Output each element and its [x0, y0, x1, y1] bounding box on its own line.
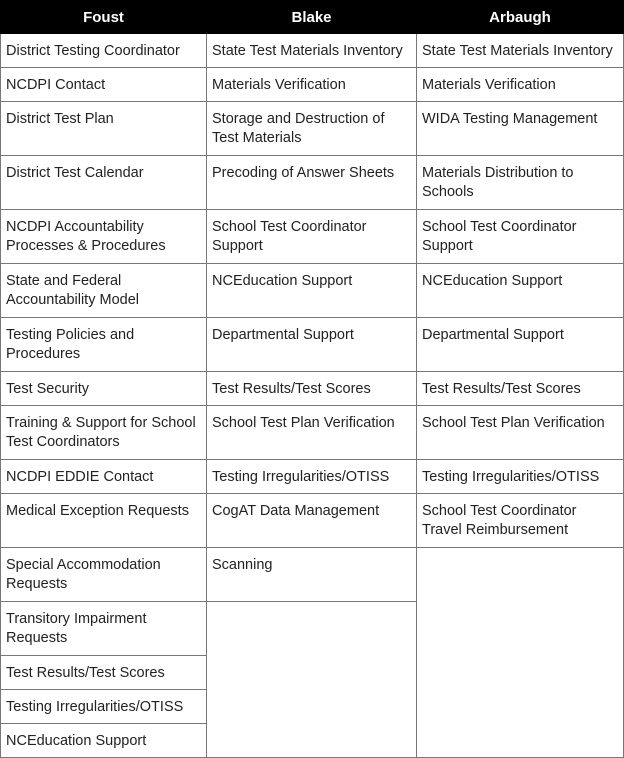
table-cell: Departmental Support — [417, 318, 624, 372]
table-cell: CogAT Data Management — [207, 494, 417, 548]
table-cell: Training & Support for School Test Coordinators — [1, 406, 207, 460]
table-cell: School Test Coordinator Travel Reimbursement — [417, 494, 624, 548]
table-row — [1, 548, 624, 602]
table-cell: NCEducation Support — [417, 264, 624, 318]
table-row — [1, 460, 624, 494]
table-cell: Materials Verification — [207, 68, 417, 102]
table-cell: Materials Verification — [417, 68, 624, 102]
table-cell: State Test Materials Inventory — [417, 34, 624, 68]
table-row — [1, 34, 624, 68]
table-cell: Test Security — [1, 372, 207, 406]
table-cell: NCEducation Support — [207, 264, 417, 318]
table-cell: Test Results/Test Scores — [207, 372, 417, 406]
table-row — [1, 318, 624, 372]
table-row — [1, 156, 624, 210]
table-cell: Transitory Impairment Requests — [1, 602, 207, 656]
table-cell: State and Federal Accountability Model — [1, 264, 207, 318]
table-cell: School Test Coordinator Support — [207, 210, 417, 264]
table-cell: NCDPI Accountability Processes & Procedures — [1, 210, 207, 264]
table-cell: Testing Irregularities/OTISS — [417, 460, 624, 494]
table-cell: NCDPI EDDIE Contact — [1, 460, 207, 494]
table-row — [1, 210, 624, 264]
header-foust: Foust — [1, 1, 207, 34]
table-row — [1, 68, 624, 102]
table-cell: District Test Plan — [1, 102, 207, 156]
table-cell: Special Accommodation Requests — [1, 548, 207, 602]
table-cell: School Test Plan Verification — [417, 406, 624, 460]
table-row — [1, 264, 624, 318]
header-row — [1, 1, 624, 34]
empty-cell — [417, 548, 624, 758]
table-row — [1, 102, 624, 156]
table-body — [1, 34, 624, 758]
table-cell: Scanning — [207, 548, 417, 602]
table-cell: NCDPI Contact — [1, 68, 207, 102]
table-cell: School Test Plan Verification — [207, 406, 417, 460]
table-cell: Materials Distribution to Schools — [417, 156, 624, 210]
table-cell: Test Results/Test Scores — [417, 372, 624, 406]
table-cell: Storage and Destruction of Test Materials — [207, 102, 417, 156]
table-cell: Departmental Support — [207, 318, 417, 372]
header-blake: Blake — [207, 1, 417, 34]
table-row — [1, 372, 624, 406]
table-row — [1, 494, 624, 548]
table-cell: Testing Irregularities/OTISS — [207, 460, 417, 494]
table-cell: Testing Policies and Procedures — [1, 318, 207, 372]
table-cell: WIDA Testing Management — [417, 102, 624, 156]
table-row — [1, 406, 624, 460]
table-cell: District Testing Coordinator — [1, 34, 207, 68]
table-cell: School Test Coordinator Support — [417, 210, 624, 264]
table-cell: Testing Irregularities/OTISS — [1, 690, 207, 724]
table-cell: NCEducation Support — [1, 724, 207, 758]
empty-cell — [207, 602, 417, 758]
table-header — [1, 1, 624, 34]
table-cell: Test Results/Test Scores — [1, 656, 207, 690]
header-arbaugh: Arbaugh — [417, 1, 624, 34]
table-cell: Precoding of Answer Sheets — [207, 156, 417, 210]
table-cell: State Test Materials Inventory — [207, 34, 417, 68]
table-cell: District Test Calendar — [1, 156, 207, 210]
table-cell: Medical Exception Requests — [1, 494, 207, 548]
